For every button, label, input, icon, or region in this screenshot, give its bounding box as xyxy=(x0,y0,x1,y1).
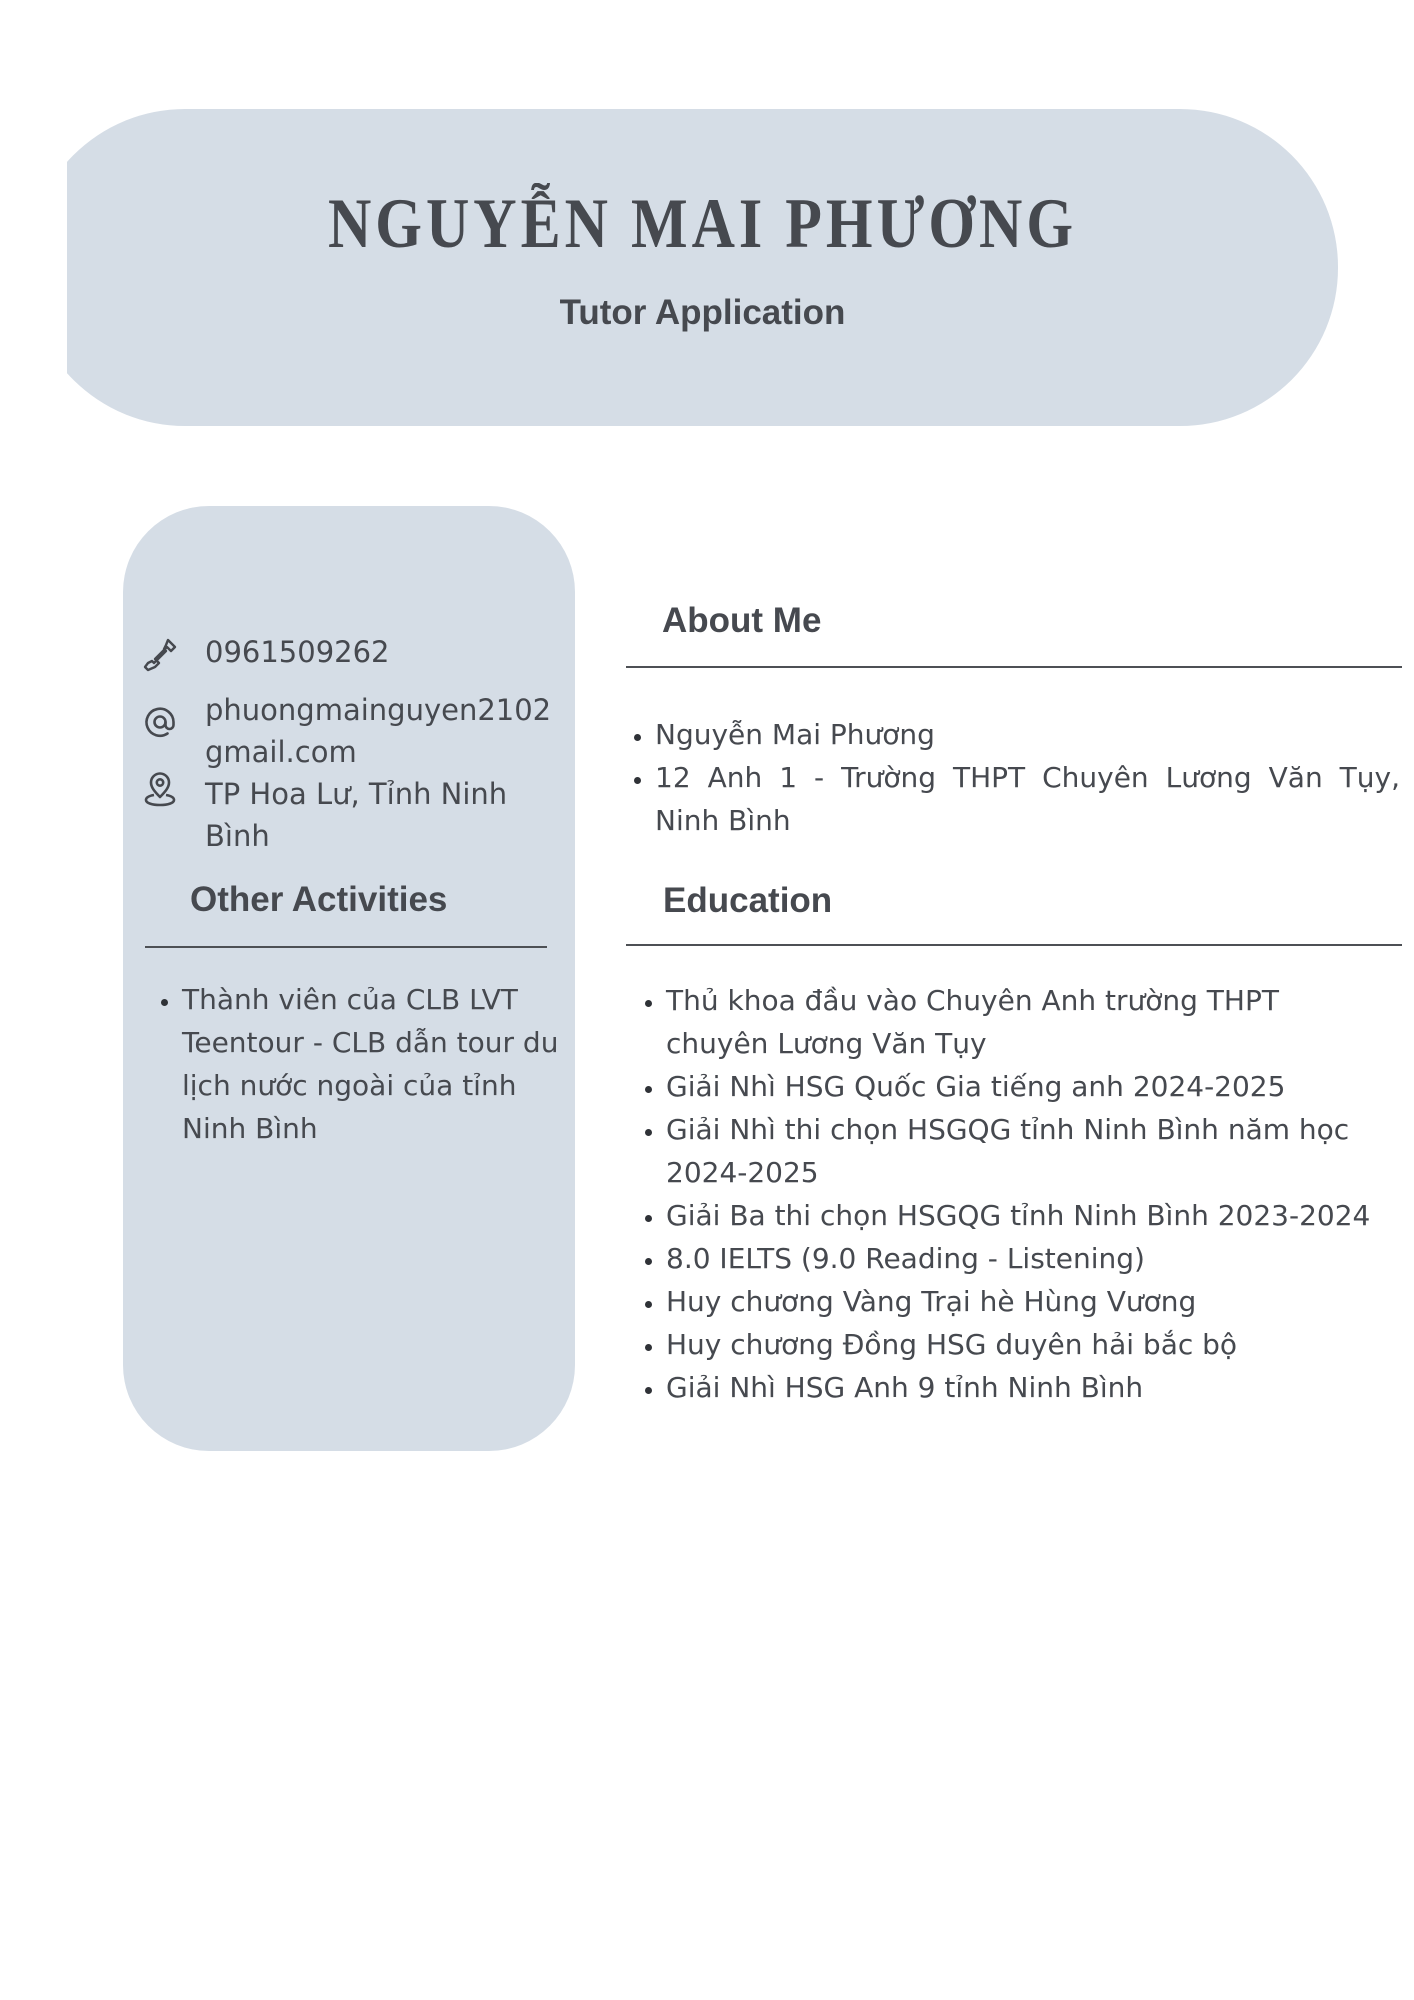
list-item: • Nguyễn Mai Phương xyxy=(655,713,1400,756)
document-subtitle: Tutor Application xyxy=(559,293,846,332)
email-line-2: gmail.com xyxy=(205,735,357,769)
header-pill-shape xyxy=(67,109,1338,426)
phone-icon xyxy=(141,636,179,674)
phone-number: 0961509262 xyxy=(205,635,390,669)
other-activities-heading: Other Activities xyxy=(190,880,448,919)
about-me-heading: About Me xyxy=(662,601,822,640)
header-banner xyxy=(67,109,1338,426)
list-item: • Thủ khoa đầu vào Chuyên Anh trường THPT chuyên Lương Văn Tụy xyxy=(666,979,1386,1065)
list-item: • Giải Nhì HSG Quốc Gia tiếng anh 2024-2025 xyxy=(666,1065,1386,1108)
email-line-1: phuongmainguyen2102 xyxy=(205,693,552,727)
list-item: • 12 Anh 1 - Trường THPT Chuyên Lương Văn Tụy, Ninh Bình xyxy=(655,756,1400,842)
education-divider xyxy=(626,944,1402,946)
other-activities-divider xyxy=(145,946,547,948)
list-item: • Giải Nhì thi chọn HSGQG tỉnh Ninh Bình năm học 2024-2025 xyxy=(666,1108,1386,1194)
candidate-name: NGUYỄN MAI PHƯƠNG xyxy=(327,184,1078,263)
address-line-2: Bình xyxy=(205,819,270,853)
about-me-divider xyxy=(626,666,1402,668)
at-sign-icon xyxy=(141,704,179,742)
address-line-1: TP Hoa Lư, Tỉnh Ninh xyxy=(205,777,508,811)
list-item: • Huy chương Đồng HSG duyên hải bắc bộ xyxy=(666,1323,1386,1366)
location-pin-icon xyxy=(141,770,179,808)
other-activities-list xyxy=(152,978,582,1150)
education-list xyxy=(636,979,1386,1409)
list-item: • 8.0 IELTS (9.0 Reading - Listening) xyxy=(666,1237,1386,1280)
list-item: • Thành viên của CLB LVT Teentour - CLB dẫn tour du lịch nước ngoài của tỉnh Ninh Bình xyxy=(182,978,582,1150)
education-heading: Education xyxy=(663,881,833,920)
about-me-list xyxy=(626,713,1400,842)
list-item: • Giải Nhì HSG Anh 9 tỉnh Ninh Bình xyxy=(666,1366,1386,1409)
list-item: • Huy chương Vàng Trại hè Hùng Vương xyxy=(666,1280,1386,1323)
list-item: • Giải Ba thi chọn HSGQG tỉnh Ninh Bình 2023-2024 xyxy=(666,1194,1386,1237)
